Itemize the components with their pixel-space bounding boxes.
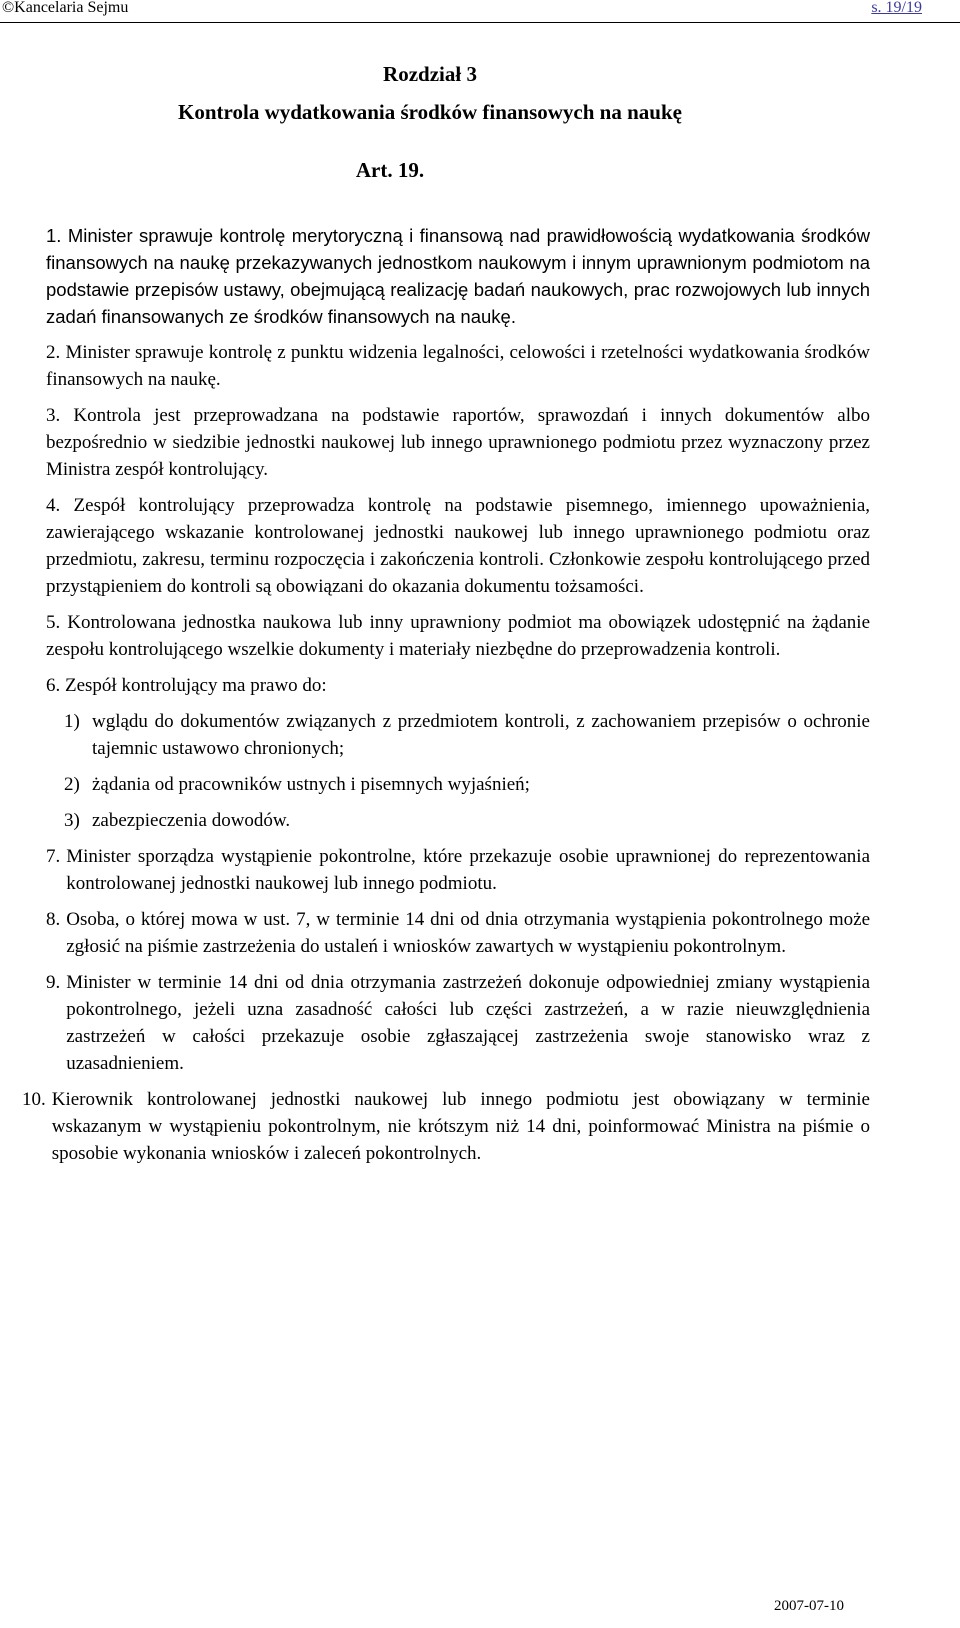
subitem-3: [64, 807, 870, 834]
paragraph-number: 9.: [46, 972, 61, 993]
paragraph-7: [46, 843, 870, 897]
paragraph-number: 8.: [46, 909, 61, 930]
paragraph-5: [46, 609, 870, 663]
subitem-number: 2): [64, 774, 80, 795]
paragraph-number: 2.: [46, 342, 61, 363]
chapter-number: Rozdział 3: [383, 62, 477, 86]
subitem-2: [64, 771, 870, 798]
paragraph-3: [46, 402, 870, 483]
paragraph-text: Minister sporządza wystąpienie pokontrolne, które przekazuje osobie uprawnionej do reprezentowania kontrolowanej jednostki naukowej lub innego podmiotu.: [66, 846, 870, 894]
chapter-title: Kontrola wydatkowania środków finansowych na naukę: [178, 100, 682, 124]
paragraph-number: 4.: [46, 495, 61, 516]
subitem-text: żądania od pracowników ustnych i pisemnych wyjaśnień;: [92, 774, 530, 795]
paragraph-4: [46, 492, 870, 600]
paragraph-2: [46, 339, 870, 393]
subitem-text: zabezpieczenia dowodów.: [92, 810, 291, 831]
page-number[interactable]: s. 19/19: [871, 0, 922, 16]
paragraph-number: 1.: [46, 225, 62, 246]
paragraph-number: 7.: [46, 846, 61, 867]
paragraph-number: 10.: [22, 1089, 46, 1110]
paragraph-number: 5.: [46, 612, 61, 633]
subitem-number: 1): [64, 711, 80, 732]
subitem-number: 3): [64, 810, 80, 831]
page-header: [0, 0, 960, 23]
paragraph-text: Zespół kontrolujący ma prawo do:: [65, 675, 327, 696]
paragraph-text: Minister sprawuje kontrolę merytoryczną i finansową nad prawidłowością wydatkowania środków finansowych na naukę przekazywanych jednostkom naukowym i innym uprawnionym podmiotom na podstawie przepisów ustawy, obejmującą realizację badań naukowych, prac rozwojowych lub innych zadań finansowanych ze środków finansowych na naukę.: [46, 225, 871, 327]
paragraph-10: [22, 1086, 870, 1167]
paragraph-text: Kontrola jest przeprowadzana na podstawie raportów, sprawozdań i innych dokumentów albo bezpośrednio w siedzibie jednostki naukowej lub innego uprawnionego podmiotu przez wyznaczony przez Ministra zespół kontrolujący.: [46, 405, 870, 480]
paragraph-8: [46, 906, 870, 960]
subitem-1: [64, 708, 870, 762]
paragraph-text: Minister w terminie 14 dni od dnia otrzymania zastrzeżeń dokonuje odpowiedniej zmiany wystąpienia pokontrolnego, jeżeli uzna zasadność całości lub części zastrzeżeń, a w razie nieuwzględnienia zastrzeżeń w całości przekazuje osobie zgłaszającej zastrzeżenia swoje stanowisko wraz z uzasadnieniem.: [66, 972, 870, 1074]
paragraph-9: [46, 969, 870, 1077]
paragraph-number: 3.: [46, 405, 61, 426]
paragraph-text: Kierownik kontrolowanej jednostki naukowej lub innego podmiotu jest obowiązany w terminie wskazanym w wystąpieniu pokontrolnym, nie krótszym niż 14 dni, poinformować Ministra na piśmie o sposobie wykonania wniosków i zaleceń pokontrolnych.: [51, 1089, 870, 1164]
paragraph-6: [46, 672, 870, 699]
subitem-text: wglądu do dokumentów związanych z przedmiotem kontroli, z zachowaniem przepisów o ochronie tajemnic ustawowo chronionych;: [92, 711, 870, 759]
article-heading: Art. 19.: [355, 158, 425, 182]
paragraph-text: Zespół kontrolujący przeprowadza kontrolę na podstawie pisemnego, imiennego upoważnienia, zawierającego wskazanie kontrolowanej jednostki naukowej lub innego uprawnionego podmiotu oraz przedmiotu, zakresu, terminu rozpoczęcia i zakończenia kontroli. Członkowie zespołu kontrolującego przed przystąpieniem do kontroli są obowiązani do okazania dokumentu tożsamości.: [46, 495, 870, 597]
document-date: 2007-07-10: [774, 1598, 844, 1614]
copyright-label: ©Kancelaria Sejmu: [2, 0, 129, 16]
paragraph-text: Kontrolowana jednostka naukowa lub inny uprawniony podmiot ma obowiązek udostępnić na żądanie zespołu kontrolującego wszelkie dokumenty i materiały niezbędne do przeprowadzenia kontroli.: [46, 612, 871, 660]
paragraph-number: 6.: [46, 675, 61, 696]
paragraph-1: [46, 222, 870, 330]
paragraph-text: Osoba, o której mowa w ust. 7, w terminie 14 dni od dnia otrzymania wystąpienia pokontrolnego może zgłosić na piśmie zastrzeżenia do ustaleń i wniosków zawartych w wystąpieniu pokontrolnym.: [66, 909, 870, 957]
paragraph-text: Minister sprawuje kontrolę z punktu widzenia legalności, celowości i rzetelności wydatkowania środków finansowych na naukę.: [46, 342, 870, 390]
article-body: [22, 222, 871, 1176]
